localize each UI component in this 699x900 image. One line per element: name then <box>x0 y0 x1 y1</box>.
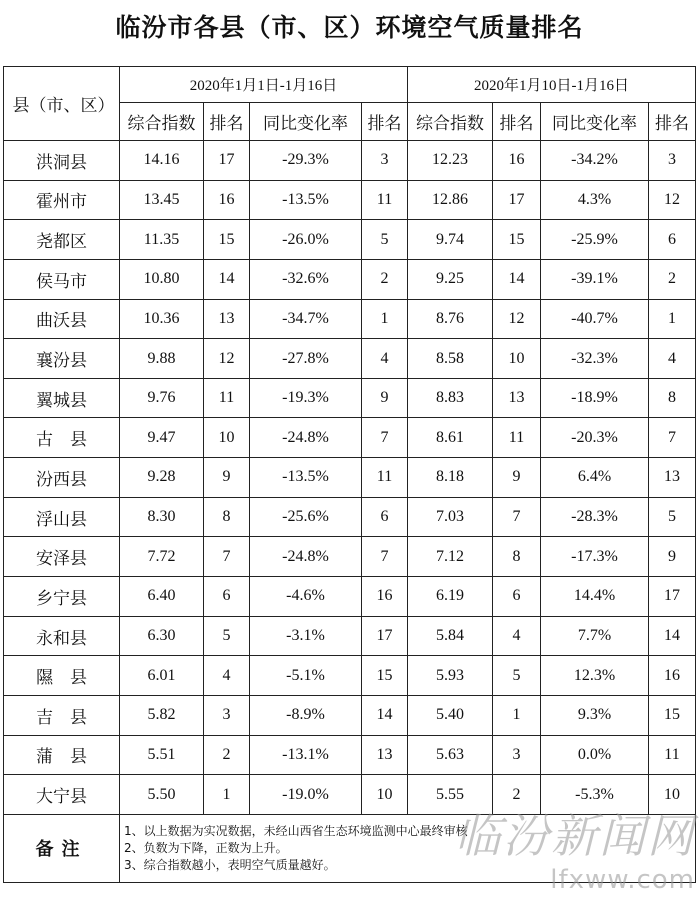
period1-yoy-change: -4.6% <box>250 577 362 617</box>
period2-change-rank: 2 <box>649 259 696 299</box>
period2-composite-index: 5.84 <box>408 616 493 656</box>
table-row <box>4 775 696 815</box>
table-row <box>4 220 696 260</box>
period2-yoy-change: -28.3% <box>541 497 649 537</box>
period2-yoy-change: -39.1% <box>541 259 649 299</box>
watermark-url: lfxww.com <box>550 865 695 895</box>
period1-change-rank: 10 <box>362 775 408 815</box>
period2-change-rank: 14 <box>649 616 696 656</box>
period2-composite-index: 5.93 <box>408 656 493 696</box>
period1-yoy-change: -3.1% <box>250 616 362 656</box>
period1-index-rank: 11 <box>204 378 250 418</box>
watermark-logo-text: 临汾新闻网 <box>455 809 695 863</box>
period1-yoy-change: -19.0% <box>250 775 362 815</box>
period2-composite-index: 12.23 <box>408 141 493 181</box>
period1-index-rank: 6 <box>204 577 250 617</box>
period1-header: 2020年1月1日-1月16日 <box>120 67 408 103</box>
period1-index-rank: 1 <box>204 775 250 815</box>
period1-composite-index: 7.72 <box>120 537 204 577</box>
table-row <box>4 735 696 775</box>
county-name: 襄汾县 <box>4 339 120 379</box>
period2-change-rank: 5 <box>649 497 696 537</box>
column-header: 排名 <box>493 103 541 141</box>
period1-composite-index: 8.30 <box>120 497 204 537</box>
period1-yoy-change: -27.8% <box>250 339 362 379</box>
period2-index-rank: 9 <box>493 458 541 498</box>
column-header: 排名 <box>649 103 696 141</box>
table-row <box>4 577 696 617</box>
period1-change-rank: 15 <box>362 656 408 696</box>
period1-change-rank: 9 <box>362 378 408 418</box>
period1-index-rank: 8 <box>204 497 250 537</box>
period2-yoy-change: 4.3% <box>541 180 649 220</box>
county-name: 翼城县 <box>4 378 120 418</box>
table-row <box>4 656 696 696</box>
period2-index-rank: 4 <box>493 616 541 656</box>
column-header: 综合指数 <box>120 103 204 141</box>
period2-yoy-change: 14.4% <box>541 577 649 617</box>
period2-index-rank: 13 <box>493 378 541 418</box>
period1-composite-index: 5.51 <box>120 735 204 775</box>
column-header: 同比变化率 <box>541 103 649 141</box>
period1-composite-index: 11.35 <box>120 220 204 260</box>
period2-change-rank: 3 <box>649 141 696 181</box>
period2-composite-index: 5.63 <box>408 735 493 775</box>
period2-index-rank: 14 <box>493 259 541 299</box>
period1-index-rank: 2 <box>204 735 250 775</box>
period1-index-rank: 10 <box>204 418 250 458</box>
period2-index-rank: 16 <box>493 141 541 181</box>
table-row <box>4 458 696 498</box>
period2-yoy-change: -5.3% <box>541 775 649 815</box>
period1-composite-index: 13.45 <box>120 180 204 220</box>
period1-composite-index: 10.80 <box>120 259 204 299</box>
period2-change-rank: 8 <box>649 378 696 418</box>
table-row <box>4 339 696 379</box>
period1-composite-index: 9.28 <box>120 458 204 498</box>
period2-yoy-change: -40.7% <box>541 299 649 339</box>
period1-change-rank: 7 <box>362 418 408 458</box>
period1-composite-index: 9.88 <box>120 339 204 379</box>
county-name: 乡宁县 <box>4 577 120 617</box>
period1-change-rank: 5 <box>362 220 408 260</box>
period2-change-rank: 4 <box>649 339 696 379</box>
period2-change-rank: 9 <box>649 537 696 577</box>
county-name: 霍州市 <box>4 180 120 220</box>
county-name: 古 县 <box>4 418 120 458</box>
period1-composite-index: 6.30 <box>120 616 204 656</box>
note-line: 2、负数为下降，正数为上升。 <box>124 840 288 855</box>
period1-yoy-change: -8.9% <box>250 695 362 735</box>
period1-index-rank: 16 <box>204 180 250 220</box>
period2-yoy-change: 7.7% <box>541 616 649 656</box>
period1-yoy-change: -13.5% <box>250 180 362 220</box>
county-column-header: 县（市、区） <box>4 67 120 141</box>
period1-composite-index: 5.82 <box>120 695 204 735</box>
period2-yoy-change: -25.9% <box>541 220 649 260</box>
period1-yoy-change: -26.0% <box>250 220 362 260</box>
county-name: 大宁县 <box>4 775 120 815</box>
column-header: 同比变化率 <box>250 103 362 141</box>
period1-index-rank: 12 <box>204 339 250 379</box>
period2-composite-index: 5.55 <box>408 775 493 815</box>
period2-yoy-change: -18.9% <box>541 378 649 418</box>
period2-yoy-change: 12.3% <box>541 656 649 696</box>
period2-composite-index: 8.18 <box>408 458 493 498</box>
county-name: 隰 县 <box>4 656 120 696</box>
notes-label: 备注 <box>4 814 120 882</box>
period1-index-rank: 14 <box>204 259 250 299</box>
period2-header: 2020年1月10日-1月16日 <box>408 67 696 103</box>
period2-yoy-change: -32.3% <box>541 339 649 379</box>
period1-change-rank: 17 <box>362 616 408 656</box>
period2-composite-index: 12.86 <box>408 180 493 220</box>
period1-yoy-change: -13.1% <box>250 735 362 775</box>
period2-change-rank: 12 <box>649 180 696 220</box>
period2-index-rank: 2 <box>493 775 541 815</box>
period2-yoy-change: -20.3% <box>541 418 649 458</box>
period2-change-rank: 10 <box>649 775 696 815</box>
period1-index-rank: 7 <box>204 537 250 577</box>
period1-index-rank: 9 <box>204 458 250 498</box>
period1-composite-index: 6.40 <box>120 577 204 617</box>
period1-index-rank: 15 <box>204 220 250 260</box>
period1-composite-index: 6.01 <box>120 656 204 696</box>
notes-text <box>120 814 696 882</box>
period1-yoy-change: -24.8% <box>250 537 362 577</box>
county-name: 尧都区 <box>4 220 120 260</box>
period1-yoy-change: -32.6% <box>250 259 362 299</box>
period1-index-rank: 13 <box>204 299 250 339</box>
period2-composite-index: 9.25 <box>408 259 493 299</box>
period1-index-rank: 3 <box>204 695 250 735</box>
period2-change-rank: 1 <box>649 299 696 339</box>
county-name: 吉 县 <box>4 695 120 735</box>
period1-index-rank: 17 <box>204 141 250 181</box>
period1-yoy-change: -34.7% <box>250 299 362 339</box>
period1-change-rank: 11 <box>362 458 408 498</box>
period1-composite-index: 9.47 <box>120 418 204 458</box>
period1-change-rank: 3 <box>362 141 408 181</box>
table-row <box>4 299 696 339</box>
period1-yoy-change: -24.8% <box>250 418 362 458</box>
period2-yoy-change: -17.3% <box>541 537 649 577</box>
county-name: 安泽县 <box>4 537 120 577</box>
period1-composite-index: 9.76 <box>120 378 204 418</box>
page-title: 临汾市各县（市、区）环境空气质量排名 <box>115 13 584 42</box>
county-name: 洪洞县 <box>4 141 120 181</box>
table-body <box>4 141 696 815</box>
period2-composite-index: 5.40 <box>408 695 493 735</box>
period1-composite-index: 10.36 <box>120 299 204 339</box>
period1-change-rank: 4 <box>362 339 408 379</box>
period1-index-rank: 4 <box>204 656 250 696</box>
period2-change-rank: 6 <box>649 220 696 260</box>
table-row <box>4 180 696 220</box>
period1-yoy-change: -19.3% <box>250 378 362 418</box>
period1-composite-index: 14.16 <box>120 141 204 181</box>
period2-index-rank: 6 <box>493 577 541 617</box>
county-name: 浮山县 <box>4 497 120 537</box>
period2-index-rank: 17 <box>493 180 541 220</box>
county-name: 曲沃县 <box>4 299 120 339</box>
period2-composite-index: 9.74 <box>408 220 493 260</box>
county-name: 永和县 <box>4 616 120 656</box>
period2-change-rank: 16 <box>649 656 696 696</box>
table-row <box>4 616 696 656</box>
table-row <box>4 418 696 458</box>
table-row <box>4 259 696 299</box>
period2-change-rank: 13 <box>649 458 696 498</box>
period2-index-rank: 5 <box>493 656 541 696</box>
period2-index-rank: 12 <box>493 299 541 339</box>
period1-index-rank: 5 <box>204 616 250 656</box>
period2-composite-index: 7.03 <box>408 497 493 537</box>
period2-change-rank: 7 <box>649 418 696 458</box>
period1-composite-index: 5.50 <box>120 775 204 815</box>
air-quality-ranking-table <box>3 66 696 883</box>
table-row <box>4 695 696 735</box>
period1-change-rank: 13 <box>362 735 408 775</box>
period1-change-rank: 14 <box>362 695 408 735</box>
period1-yoy-change: -25.6% <box>250 497 362 537</box>
period2-index-rank: 11 <box>493 418 541 458</box>
table-row <box>4 497 696 537</box>
note-line: 3、综合指数越小，表明空气质量越好。 <box>124 857 336 872</box>
column-header: 综合指数 <box>408 103 493 141</box>
period1-yoy-change: -5.1% <box>250 656 362 696</box>
period1-change-rank: 16 <box>362 577 408 617</box>
period2-index-rank: 3 <box>493 735 541 775</box>
period2-composite-index: 8.76 <box>408 299 493 339</box>
period1-change-rank: 11 <box>362 180 408 220</box>
period2-composite-index: 8.58 <box>408 339 493 379</box>
period1-change-rank: 6 <box>362 497 408 537</box>
period2-composite-index: 8.83 <box>408 378 493 418</box>
period2-yoy-change: 9.3% <box>541 695 649 735</box>
period2-composite-index: 7.12 <box>408 537 493 577</box>
period1-change-rank: 2 <box>362 259 408 299</box>
period2-composite-index: 6.19 <box>408 577 493 617</box>
table-row <box>4 378 696 418</box>
period1-yoy-change: -29.3% <box>250 141 362 181</box>
county-name: 汾西县 <box>4 458 120 498</box>
period1-change-rank: 1 <box>362 299 408 339</box>
period2-index-rank: 10 <box>493 339 541 379</box>
period2-change-rank: 11 <box>649 735 696 775</box>
column-header: 排名 <box>362 103 408 141</box>
county-name: 蒲 县 <box>4 735 120 775</box>
period2-yoy-change: 6.4% <box>541 458 649 498</box>
county-name: 侯马市 <box>4 259 120 299</box>
table-row <box>4 537 696 577</box>
period2-yoy-change: -34.2% <box>541 141 649 181</box>
period2-change-rank: 17 <box>649 577 696 617</box>
period2-yoy-change: 0.0% <box>541 735 649 775</box>
note-line: 1、以上数据为实况数据，未经山西省生态环境监测中心最终审核 <box>124 823 468 838</box>
table-row <box>4 141 696 181</box>
period1-yoy-change: -13.5% <box>250 458 362 498</box>
period2-index-rank: 1 <box>493 695 541 735</box>
period2-change-rank: 15 <box>649 695 696 735</box>
period2-index-rank: 8 <box>493 537 541 577</box>
period2-index-rank: 7 <box>493 497 541 537</box>
period2-index-rank: 15 <box>493 220 541 260</box>
period2-composite-index: 8.61 <box>408 418 493 458</box>
period1-change-rank: 7 <box>362 537 408 577</box>
column-header: 排名 <box>204 103 250 141</box>
